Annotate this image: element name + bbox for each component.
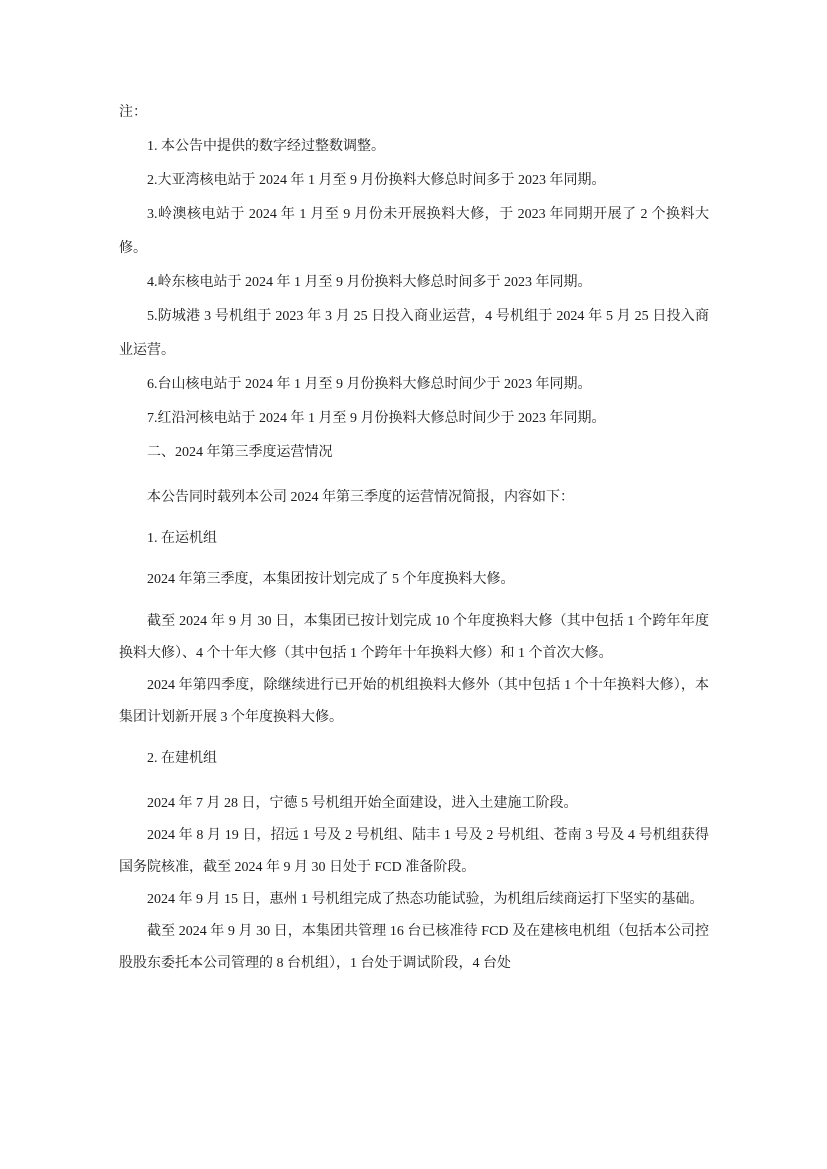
subsection-heading-operating-units: 1. 在运机组 [147,531,217,546]
note-item-4: 4.岭东核电站于 2024 年 1 月至 9 月份换料大修总时间多于 2023 年同期。 [147,275,592,290]
notes-label: 注： [119,105,147,120]
document-text-block [119,96,709,980]
operating-units-paragraph: 2024 年第四季度，除继续进行已开始的机组换料大修外（其中包括 1 个十年换料大修），本集团计划新开展 3 个年度换料大修。 [119,678,709,725]
note-item-3: 3.岭澳核电站于 2024 年 1 月至 9 月份未开展换料大修，于 2023 年同期开展了 2 个换料大修。 [119,207,709,256]
under-construction-paragraph: 截至 2024 年 9 月 30 日，本集团共管理 16 台已核准待 FCD 及在建核电机组（包括本公司控股股东委托本公司管理的 8 台机组），1 台处于调试阶段，4 台处 [119,924,709,971]
note-item-2: 2.大亚湾核电站于 2024 年 1 月至 9 月份换料大修总时间多于 2023 年同期。 [147,173,606,188]
under-construction-paragraph: 2024 年 7 月 28 日，宁德 5 号机组开始全面建设，进入土建施工阶段。 [147,796,578,811]
section-heading-q3-operations: 二、2024 年第三季度运营情况 [147,445,333,460]
under-construction-paragraph: 2024 年 8 月 19 日，招远 1 号及 2 号机组、陆丰 1 号及 2 号机组、苍南 3 号及 4 号机组获得国务院核准，截至 2024 年 9 月 30 日处于 FCD 准备阶段。 [119,828,709,875]
note-item-5: 5.防城港 3 号机组于 2023 年 3 月 25 日投入商业运营，4 号机组于 2024 年 5 月 25 日投入商业运营。 [119,309,709,358]
note-item-7: 7.红沿河核电站于 2024 年 1 月至 9 月份换料大修总时间少于 2023 年同期。 [147,411,606,426]
note-item-6: 6.台山核电站于 2024 年 1 月至 9 月份换料大修总时间少于 2023 年同期。 [147,377,592,392]
operating-units-paragraph: 截至 2024 年 9 月 30 日，本集团已按计划完成 10 个年度换料大修（其中包括 1 个跨年年度换料大修）、4 个十年大修（其中包括 1 个跨年十年换料大修）和 1 个首次大修。 [119,614,709,661]
operating-units-paragraph: 2024 年第三季度，本集团按计划完成了 5 个年度换料大修。 [147,572,515,587]
under-construction-paragraph: 2024 年 9 月 15 日，惠州 1 号机组完成了热态功能试验，为机组后续商运打下坚实的基础。 [147,892,704,907]
section-intro: 本公告同时载列本公司 2024 年第三季度的运营情况简报，内容如下： [147,490,574,505]
subsection-heading-under-construction-units: 2. 在建机组 [147,751,217,766]
note-item-1: 1. 本公告中提供的数字经过整数调整。 [147,139,385,154]
